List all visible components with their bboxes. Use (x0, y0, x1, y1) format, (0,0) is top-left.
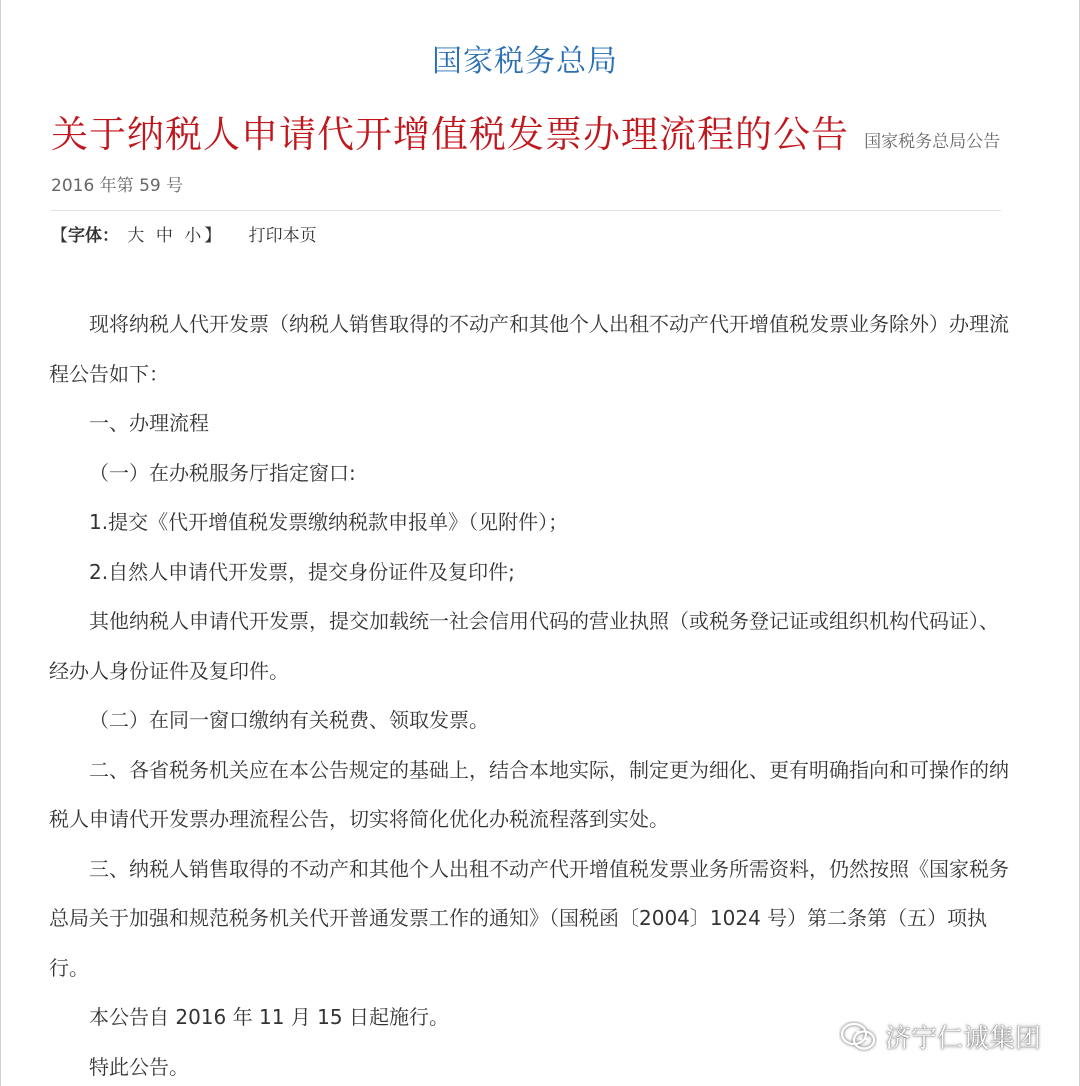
article-source: 国家税务总局公告 (864, 132, 1001, 152)
article-title: 关于纳税人申请代开增值税发票办理流程的公告 (51, 113, 849, 156)
toolbar-open-bracket: 【 (51, 226, 68, 246)
body-paragraph: （一）在办税服务厅指定窗口: (89, 460, 356, 485)
site-title[interactable]: 国家税务总局 (432, 44, 618, 79)
watermark (839, 1018, 1041, 1055)
wechat-icon (839, 1021, 877, 1053)
font-size-label: 字体： (68, 226, 119, 246)
divider (51, 210, 1001, 211)
body-paragraph: （二）在同一窗口缴纳有关税费、领取发票。 (89, 708, 489, 732)
font-toolbar (51, 221, 317, 246)
toolbar-close-bracket: 】 (204, 226, 222, 246)
font-large-button[interactable]: 大 (127, 226, 145, 246)
headline-row (51, 104, 1000, 158)
body-paragraph: 三、纳税人销售取得的不动产和其他个人出租不动产代开增值税发票业务所需资料，仍然按照《国家税务总局关于加强和规范税务机关代开普通发票工作的通知》（国税函〔2004〕1024 号）第二条第（五）项执行。 (49, 856, 1009, 980)
body-paragraph: 本公告自 2016 年 11 月 15 日起施行。 (89, 1005, 449, 1029)
font-small-button[interactable]: 小 (184, 226, 202, 246)
body-paragraph: 其他纳税人申请代开发票，提交加载统一社会信用代码的营业执照（或税务登记证或组织机构代码证）、经办人身份证件及复印件。 (49, 609, 999, 683)
font-medium-button[interactable]: 中 (155, 226, 173, 246)
body-paragraph: 特此公告。 (89, 1054, 189, 1079)
print-page-button[interactable]: 打印本页 (248, 226, 317, 246)
watermark-text: 济宁仁诚集团 (885, 1024, 1042, 1054)
body-paragraph: 现将纳税人代开发票（纳税人销售取得的不动产和其他个人出租不动产代开增值税发票业务除外）办理流程公告如下： (49, 312, 1009, 386)
body-paragraph: 二、各省税务机关应在本公告规定的基础上，结合本地实际，制定更为细化、更有明确指向和可操作的纳税人申请代开发票办理流程公告，切实将简化优化办税流程落到实处。 (49, 757, 1009, 831)
article-body (49, 300, 1009, 1086)
document-number: 2016 年第 59 号 (51, 176, 184, 196)
body-paragraph: 1.提交《代开增值税发票缴纳税款申报单》（见附件）； (89, 510, 569, 534)
body-paragraph: 2.自然人申请代开发票，提交身份证件及复印件; (89, 559, 515, 584)
body-paragraph: 一、办理流程 (89, 411, 209, 435)
